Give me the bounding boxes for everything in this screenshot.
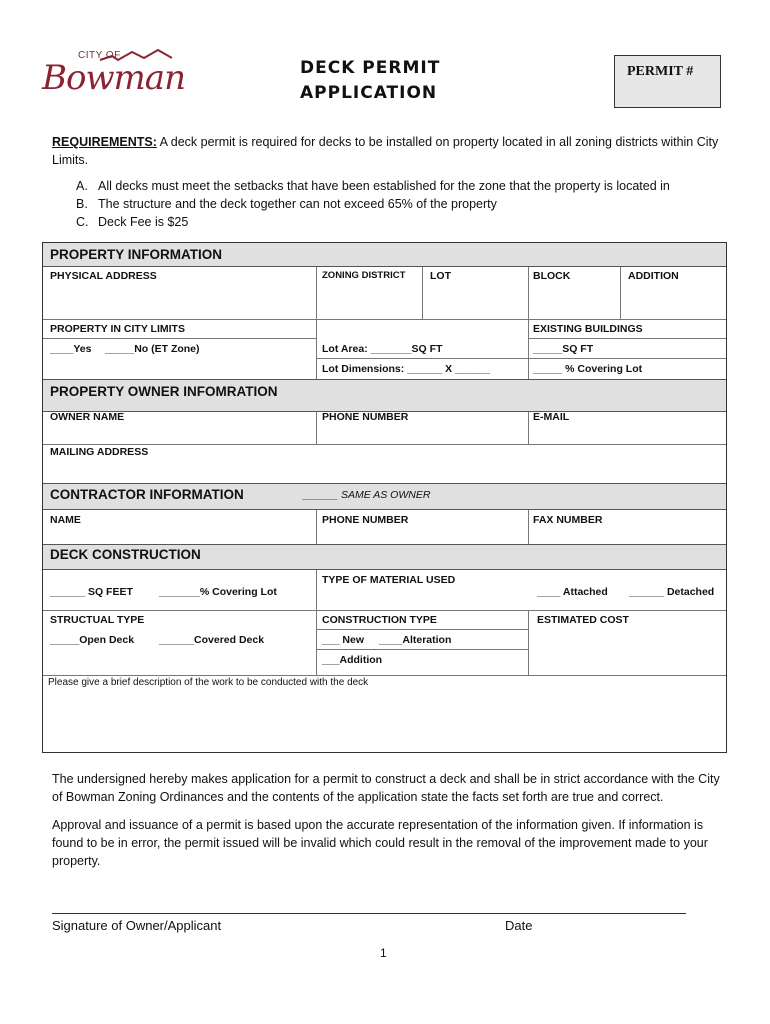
covered-deck-option[interactable]: ______Covered Deck [159,634,265,646]
signature-label: Signature of Owner/Applicant [52,918,222,933]
requirement-item [76,195,670,213]
application-form [42,242,727,753]
construction-type-label: CONSTRUCTION TYPE [322,614,437,626]
existing-buildings-label: EXISTING BUILDINGS [533,323,643,335]
new-option[interactable]: ___ New [322,634,365,646]
declaration-paragraph-2: Approval and issuance of a permit is based upon the accurate representation of the information given. If information is found to be in error, the permit issued will be invalid which could result in the removal of the improvement made to your property. [52,818,708,868]
lot-dimensions-field[interactable]: Lot Dimensions: ______ X ______ [322,363,491,375]
detached-option[interactable]: ______ Detached [629,586,715,598]
requirements-list [76,177,670,231]
in-city-limits-label: PROPERTY IN CITY LIMITS [50,323,185,335]
permit-number-box[interactable]: PERMIT # [614,55,721,108]
addition-option[interactable]: ___Addition [322,654,383,666]
in-city-limits-yes[interactable]: ____Yes [50,343,92,355]
logo-city-name: Bowman [42,58,185,98]
zoning-district-field[interactable]: ZONING DISTRICT [322,270,406,281]
property-section-heading: PROPERTY INFORMATION [43,243,726,267]
structural-type-label: STRUCTUAL TYPE [50,614,145,626]
date-label: Date [505,918,533,933]
lot-field[interactable]: LOT [430,270,451,282]
deck-section-heading: DECK CONSTRUCTION [43,544,726,570]
requirements-label: REQUIREMENTS: [52,135,157,149]
contractor-name-field[interactable]: NAME [50,514,81,526]
page-number: 1 [380,946,387,960]
physical-address-field[interactable]: PHYSICAL ADDRESS [50,270,157,282]
alteration-option[interactable]: ____Alteration [379,634,452,646]
existing-sqft-field[interactable]: _____SQ FT [533,343,594,355]
declaration-paragraph-1: The undersigned hereby makes application for a permit to construct a deck and shall be in strict accordance with the City of Bowman Zoning Ordinances and the contents of the application state the facts set forth are true and correct. [52,772,720,804]
logo-city-of: CITY OF [78,50,121,61]
same-as-owner-option[interactable]: ______ SAME AS OWNER [303,489,431,501]
requirements-text: A deck permit is required for decks to be installed on property located in all zoning districts within City Limits. [52,135,719,167]
signature-line[interactable] [52,913,686,914]
owner-section-heading: PROPERTY OWNER INFOMRATION [43,379,726,412]
requirements-paragraph [52,133,722,169]
requirement-item [76,213,670,231]
deck-sqft-field[interactable]: ______ SQ FEET [50,586,133,598]
addition-field[interactable]: ADDITION [628,270,679,282]
material-type-field[interactable]: TYPE OF MATERIAL USED [322,574,456,586]
lot-area-field[interactable]: Lot Area: _______SQ FT [322,343,443,355]
contractor-phone-field[interactable]: PHONE NUMBER [322,514,409,526]
owner-name-field[interactable]: OWNER NAME [50,411,125,423]
declaration [52,770,722,880]
item-letter: C. [76,215,89,229]
contractor-fax-field[interactable]: FAX NUMBER [533,514,603,526]
item-text: Deck Fee is $25 [98,215,189,229]
attached-option[interactable]: ____ Attached [537,586,608,598]
item-text: All decks must meet the setbacks that have been established for the zone that the property is located in [98,179,670,193]
page-title [300,56,460,106]
deck-covering-lot-field[interactable]: _______% Covering Lot [159,586,277,598]
open-deck-option[interactable]: _____Open Deck [50,634,135,646]
item-text: The structure and the deck together can not exceed 65% of the property [98,197,497,211]
item-letter: B. [76,197,88,211]
city-logo [40,44,190,110]
requirement-item [76,177,670,195]
existing-covering-lot-field[interactable]: _____ % Covering Lot [533,363,643,375]
block-field[interactable]: BLOCK [533,270,571,282]
title-line-2: APPLICATION [300,83,438,103]
estimated-cost-field[interactable]: ESTIMATED COST [537,614,629,626]
mailing-address-field[interactable]: MAILING ADDRESS [50,446,149,458]
owner-email-field[interactable]: E-MAIL [533,411,570,423]
contractor-heading-text: CONTRACTOR INFORMATION [50,487,244,502]
owner-phone-field[interactable]: PHONE NUMBER [322,411,409,423]
contractor-section-heading [43,483,726,510]
description-field[interactable]: Please give a brief description of the work to be conducted with the deck [48,677,369,688]
in-city-limits-no[interactable]: _____No (ET Zone) [105,343,200,355]
title-line-1: DECK PERMIT [300,58,441,78]
item-letter: A. [76,179,88,193]
